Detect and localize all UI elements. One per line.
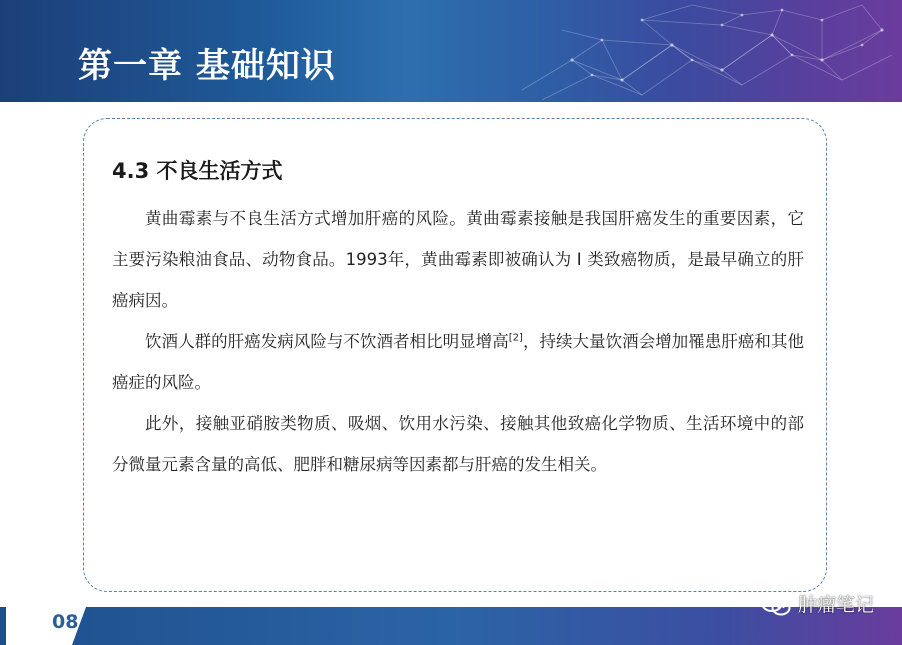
watermark-text: 肿瘤笔记 bbox=[797, 594, 874, 616]
section-title: 4.3 不良生活方式 bbox=[112, 159, 283, 183]
body-text bbox=[112, 198, 804, 485]
citation-reference[interactable]: [2] bbox=[508, 332, 523, 344]
chapter-title: 第一章 基础知识 bbox=[78, 46, 336, 86]
header-banner bbox=[0, 0, 902, 102]
page-number: 08 bbox=[52, 611, 79, 633]
wechat-icon bbox=[760, 592, 792, 618]
paragraph-aflatoxin: 黄曲霉素与不良生活方式增加肝癌的风险。黄曲霉素接触是我国肝癌发生的重要因素，它主要污染粮油食品、动物食品。1993年，黄曲霉素即被确认为 Ⅰ 类致癌物质，是最早确立的肝癌病因。 bbox=[112, 209, 804, 310]
network-globe-decoration bbox=[482, 0, 902, 102]
paragraph-alcohol-text-after: ，持续大量饮酒会增加罹患肝癌和其他癌症的风险。 bbox=[112, 332, 805, 392]
watermark bbox=[760, 592, 874, 618]
paragraph-alcohol bbox=[112, 321, 804, 403]
paragraph-alcohol-text: 饮酒人群的肝癌发病风险与不饮酒者相比明显增高 bbox=[145, 332, 509, 351]
paragraph-other-factors: 此外，接触亚硝胺类物质、吸烟、饮用水污染、接触其他致癌化学物质、生活环境中的部分微量元素含量的高低、肥胖和糖尿病等因素都与肝癌的发生相关。 bbox=[112, 414, 804, 474]
